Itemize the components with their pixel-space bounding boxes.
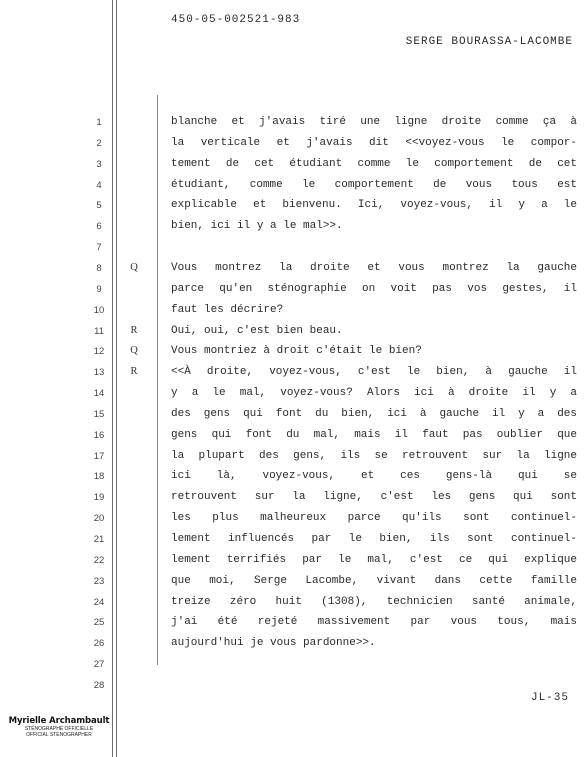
transcript-line: lement influencés par le bien, ils sont continuel-	[171, 533, 577, 545]
line-number: 26	[93, 638, 105, 650]
stenographer-name: Myrielle Archambault	[8, 716, 110, 726]
text-margin-rule	[157, 95, 158, 665]
line-number: 17	[93, 450, 105, 462]
transcript-line: des gens qui font du bien, ici à gauche il y a des	[171, 407, 577, 420]
line-number: 12	[93, 346, 105, 358]
transcript-line: Vous montrez la droite et vous montrez la gauche	[171, 261, 577, 274]
line-number: 13	[93, 367, 105, 379]
transcript-line: treize zéro huit (1308), technicien santé animale,	[171, 595, 577, 608]
line-number: 8	[96, 262, 102, 274]
transcript-line: tement de cet étudiant comme le comportement de cet	[171, 157, 577, 170]
line-number: 6	[96, 221, 102, 233]
transcript-line: la verticale et j'avais dit <<voyez-vous le compor-	[171, 136, 577, 149]
transcript-line: Oui, oui, c'est bien beau.	[171, 324, 343, 337]
stenographer-title-fr: STÉNOGRAPHE OFFICIELLE	[24, 726, 94, 732]
transcript-line: y a le mal, voyez-vous? Alors ici à droite il y a	[171, 387, 577, 400]
line-number: 14	[93, 388, 105, 400]
transcript-line: explicable et bienvenu. Ici, voyez-vous, il y a le	[171, 199, 577, 212]
transcript-line: faut les décrire?	[171, 303, 284, 316]
line-number: 3	[96, 158, 102, 170]
line-number: 23	[93, 575, 105, 587]
transcript-line: les plus malheureux parce qu'ils sont continuel-	[171, 512, 577, 525]
transcript-line: lement terrifiés par le mal, c'est ce qui explique	[171, 553, 577, 566]
stenographer-title-en: OFFICIAL STENOGRAPHER	[26, 732, 92, 738]
witness-name: SERGE BOURASSA-LACOMBE	[405, 36, 573, 48]
line-number: 2	[96, 137, 102, 149]
left-margin-rule-inner	[116, 0, 117, 757]
line-number: 21	[93, 534, 105, 545]
transcript-line: aujourd'hui je vous pardonne>>.	[171, 637, 376, 650]
transcript-line: la plupart des gens, ils se retrouvent sur la ligne	[171, 449, 577, 462]
transcript-line: <<À droite, voyez-vous, c'est le bien, à gauche il	[171, 366, 577, 379]
case-id: 450-05-002521-983	[171, 14, 301, 26]
line-number: 22	[93, 554, 105, 566]
transcript-line: bien, ici il y a le mal>>.	[171, 220, 343, 233]
line-number: 11	[94, 325, 104, 337]
line-number: 24	[93, 596, 105, 608]
speaker-marker: R	[130, 324, 138, 336]
transcript-line: Vous montriez à droit c'était le bien?	[171, 345, 422, 358]
transcript-line: j'ai été rejeté massivement par vous tous, mais	[171, 616, 577, 629]
line-number: 28	[93, 679, 105, 691]
transcript-line: blanche et j'avais tiré une ligne droite comme ça à	[171, 116, 577, 128]
line-number: 25	[93, 617, 105, 629]
stenographer-stamp	[4, 716, 114, 738]
line-number: 27	[93, 659, 105, 671]
line-number: 7	[96, 242, 102, 254]
line-number: 19	[93, 492, 105, 504]
line-number: 9	[96, 283, 102, 295]
speaker-marker: Q	[130, 345, 138, 357]
transcript-line: étudiant, comme le comportement de vous tous est	[171, 178, 577, 191]
line-number: 20	[93, 513, 105, 525]
line-number: 16	[93, 429, 105, 441]
line-number: 4	[96, 179, 102, 191]
transcript-line: que moi, Serge Lacombe, vivant dans cette famille	[171, 574, 577, 587]
speaker-marker: R	[130, 366, 138, 378]
line-number: 15	[93, 408, 105, 420]
page-number: JL-35	[530, 692, 569, 704]
speaker-marker: Q	[130, 261, 138, 273]
line-number: 10	[93, 304, 105, 316]
line-number: 1	[96, 117, 102, 128]
line-number: 5	[96, 200, 102, 212]
transcript-line: ici là, voyez-vous, et ces gens-là qui se	[171, 470, 577, 483]
line-number: 18	[93, 471, 105, 483]
transcript-line: retrouvent sur la ligne, c'est les gens qui sont	[171, 491, 577, 504]
transcript-line: parce qu'en sténographie on voit pas vos gestes, il	[171, 282, 577, 295]
transcript-line: gens qui font du mal, mais il faut pas oublier que	[171, 428, 577, 441]
